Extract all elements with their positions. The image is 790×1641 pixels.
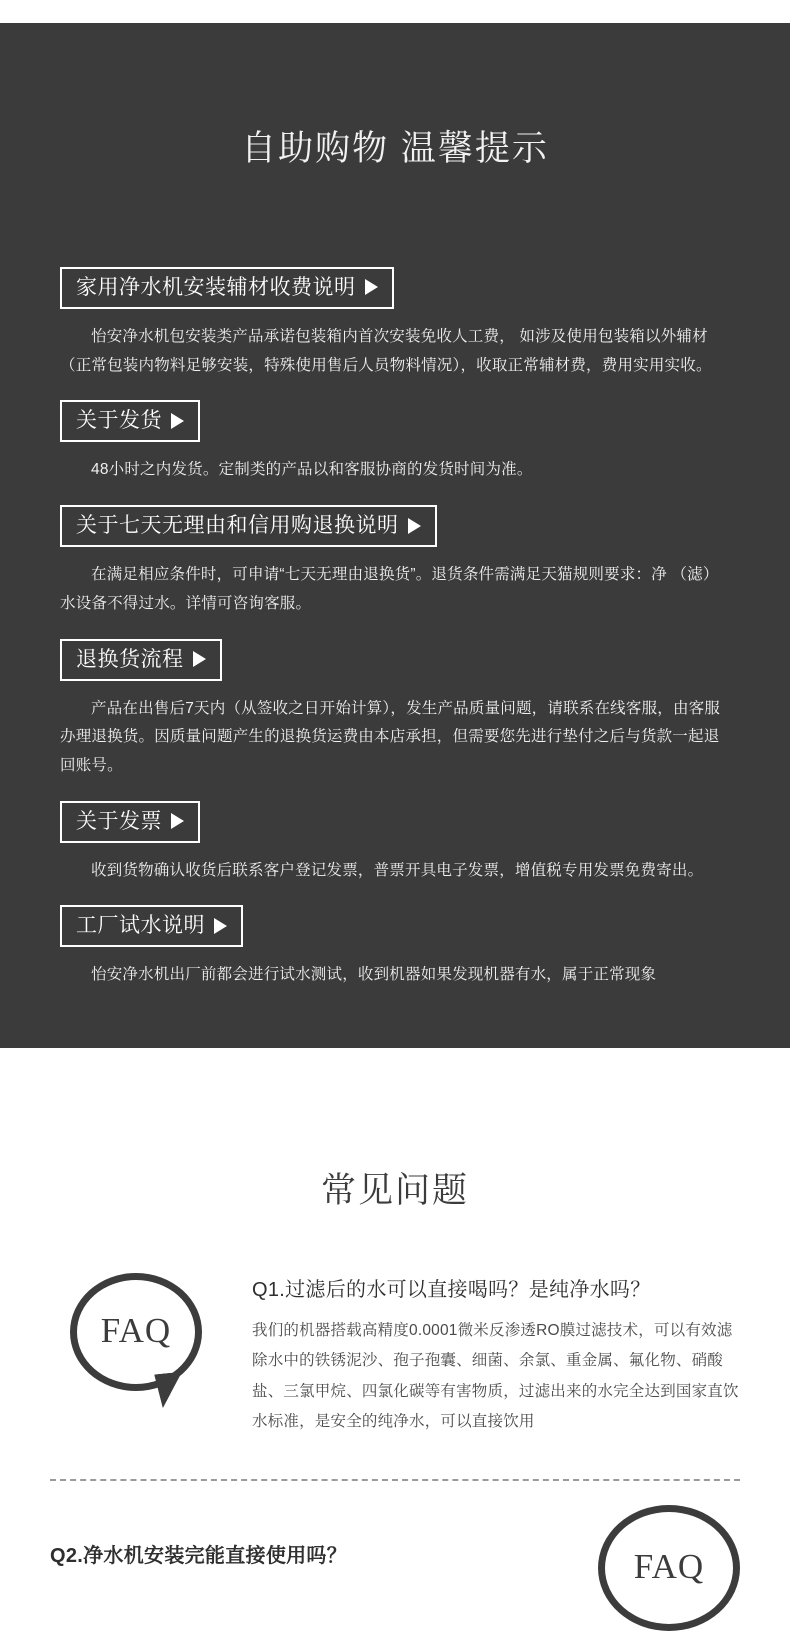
tip-block-install-fee (60, 253, 730, 380)
speech-bubble-icon (598, 1505, 740, 1631)
tip-paragraph: 怡安净水机出厂前都会进行试水测试，收到机器如果发现机器有水，属于正常现象 (91, 966, 657, 984)
tip-paragraph: 在满足相应条件时，可申请“七天无理由退换货”。退货条件需满足天猫规则要求：净 （滤）水设备不得过水。详情可咨询客服。 (60, 566, 719, 612)
tips-body (0, 205, 790, 990)
faq-answer: 我们的机器搭载高精度0.0001微米反渗透RO膜过滤技术，可以有效滤除水中的铁锈泥沙、孢子孢囊、细菌、余氯、重金属、氟化物、硝酸盐、三氯甲烷、四氯化碳等有害物质，过滤出来的水完全达到国家直饮水标准，是安全的纯净水，可以直接饮用 (252, 1322, 739, 1430)
tip-heading-label: 家用净水机安装辅材收费说明 (76, 275, 356, 299)
faq-badge (70, 1273, 222, 1403)
triangle-right-icon (408, 518, 421, 534)
tip-heading-label: 退换货流程 (76, 647, 184, 671)
faq-question: Q2.净水机安装完能直接使用吗？ (50, 1545, 348, 1568)
tip-heading-label: 关于发票 (76, 809, 162, 833)
faq-title: 常见问题 (320, 1171, 469, 1211)
triangle-right-icon (171, 413, 184, 429)
speech-bubble-icon (70, 1273, 202, 1391)
faq-badge (598, 1505, 750, 1641)
tips-title: 自助购物 温馨提示 (241, 129, 549, 169)
tip-heading-invoice[interactable] (60, 801, 200, 843)
faq-divider (50, 1479, 740, 1481)
tip-block-factory-water-test (60, 891, 730, 990)
tip-heading-shipping[interactable] (60, 400, 200, 442)
tip-paragraph: 产品在出售后7天内（从签收之日开始计算），发生产品质量问题，请联系在线客服，由客服办理退换货。因质量问题产生的退换货运费由本店承担，但需要您先进行垫付之后与货款一起退回账号。 (60, 699, 721, 774)
tip-paragraph: 48小时之内发货。定制类的产品以和客服协商的发货时间为准。 (91, 461, 533, 479)
faq-question: Q1.过滤后的水可以直接喝吗？是纯净水吗？ (252, 1279, 651, 1302)
faq-item-2 (0, 1521, 790, 1641)
tip-block-invoice (60, 787, 730, 886)
tip-paragraph: 收到货物确认收货后联系客户登记发票，普票开具电子发票，增值税专用发票免费寄出。 (91, 861, 704, 879)
faq-badge-label: FAQ (633, 1547, 705, 1587)
tip-block-return-process (60, 625, 730, 781)
faq-badge-label: FAQ (100, 1311, 172, 1351)
tip-heading-label: 关于七天无理由和信用购退换说明 (76, 514, 399, 538)
tip-heading-label: 关于发货 (76, 409, 162, 433)
tip-block-seven-day-return (60, 491, 730, 618)
tip-heading-return-process[interactable] (60, 639, 222, 681)
triangle-right-icon (365, 279, 378, 295)
tip-heading-install-fee[interactable] (60, 267, 394, 309)
tip-paragraph: 怡安净水机包安装类产品承诺包装箱内首次安装免收人工费， 如涉及使用包装箱以外辅材（正常包装内物料足够安装，特殊使用售后人员物料情况），收取正常辅材费，费用实用实收。 (60, 327, 712, 374)
tip-heading-label: 工厂试水说明 (76, 914, 205, 938)
tip-heading-seven-day-return[interactable] (60, 505, 437, 547)
shopping-tips-section (0, 23, 790, 1048)
triangle-right-icon (214, 918, 227, 934)
faq-item-1 (0, 1269, 790, 1437)
tip-block-shipping (60, 386, 730, 485)
faq-section (0, 1077, 790, 1641)
triangle-right-icon (171, 813, 184, 829)
tip-heading-factory-water-test[interactable] (60, 905, 243, 947)
triangle-right-icon (193, 651, 206, 667)
